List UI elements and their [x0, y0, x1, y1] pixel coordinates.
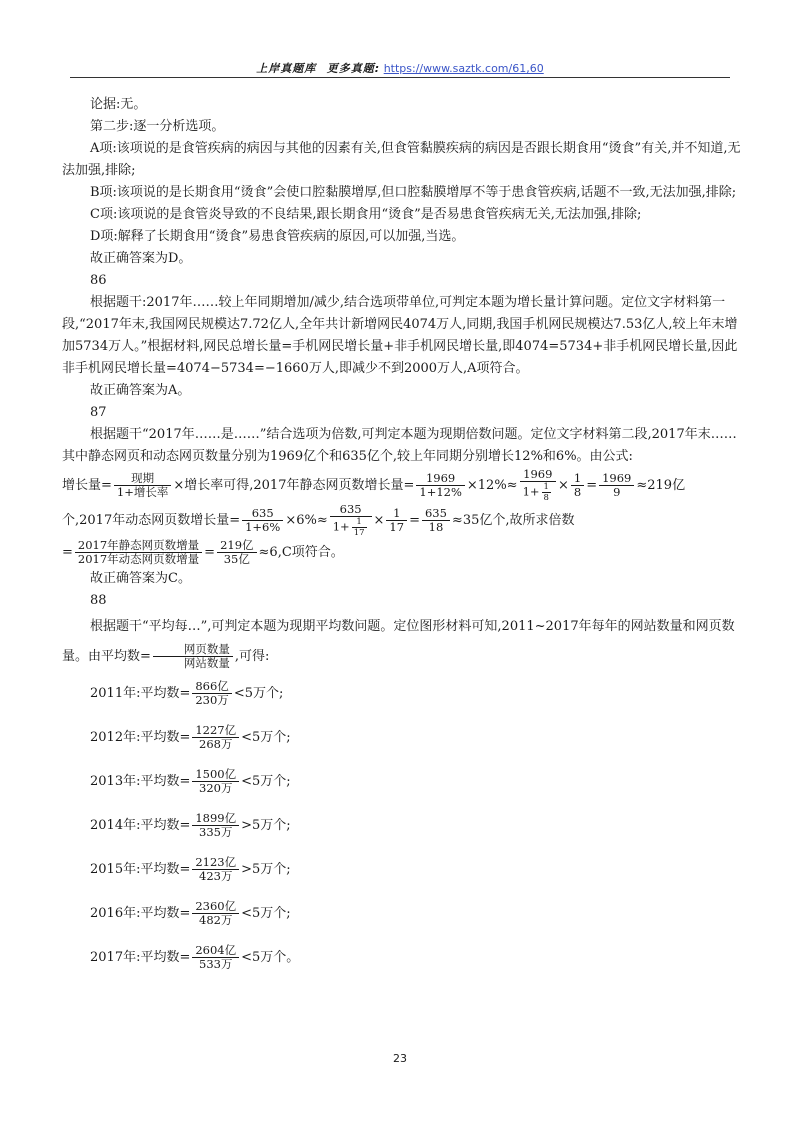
- document-body: [62, 94, 742, 980]
- question-number-88: 88: [90, 593, 107, 608]
- question-number-86: 86: [90, 273, 107, 288]
- avg-row: 2016年:平均数= $\frac{\text{2360亿}}{\text{482万}}$ <5万个;: [90, 899, 291, 927]
- header-rule: [70, 77, 730, 78]
- avg-row: 2013年:平均数= $\frac{\text{1500亿}}{\text{320万}}$ <5万个;: [90, 767, 291, 795]
- q87-explanation: 根据题干“2017年……是……”结合选项为倍数,可判定本题为现期倍数问题。定位文字材料第二段,2017年末……其中静态网页和动态网页数量分别为1969亿个和635亿个,较上年同期分别增长12%和6%。由公式:: [62, 427, 737, 464]
- q87-formula-ratio: = $\frac{\text{2017年静态网页数增量}}{\text{2017年动态网页数增量}}$ = $\frac{\text{219亿}}{\text{35亿}}$ ≈6,C项符合。: [62, 538, 344, 566]
- step-two: 第二步:逐一分析选项。: [90, 119, 225, 134]
- page-number: 23: [393, 1052, 407, 1065]
- page-header: [0, 60, 800, 76]
- average-rows: [62, 672, 742, 980]
- q88-explanation: 根据题干“平均每…”,可判定本题为现期平均数问题。定位图形材料可知,2011~2017年每年的网站数量和网页数量。由平均数= $\frac{\text{网页数量}}{\text{网站数量}}$ ,可得:: [62, 619, 735, 670]
- option-d: D项:解释了长期食用“烫食”易患食管疾病的原因,可以加强,当选。: [90, 229, 465, 244]
- avg-row: 2017年:平均数= $\frac{\text{2604亿}}{\text{533万}}$ <5万个。: [90, 943, 300, 971]
- answer-85: 故正确答案为D。: [90, 251, 192, 266]
- argument-line: 论据:无。: [90, 97, 147, 112]
- answer-86: 故正确答案为A。: [90, 383, 191, 398]
- answer-87: 故正确答案为C。: [90, 571, 191, 586]
- option-a: A项:该项说的是食管疾病的病因与其他的因素有关,但食管黏膜疾病的病因是否跟长期食用“烫食”有关,并不知道,无法加强,排除;: [62, 141, 741, 178]
- brand-name: 上岸真题库: [256, 62, 317, 75]
- avg-row: 2015年:平均数= $\frac{\text{2123亿}}{\text{423万}}$ >5万个;: [90, 855, 291, 883]
- source-link[interactable]: https://www.saztk.com/61,60: [383, 62, 544, 75]
- more-label: 更多真题:: [326, 62, 381, 75]
- avg-row: 2014年:平均数= $\frac{\text{1899亿}}{\text{335万}}$ >5万个;: [90, 811, 291, 839]
- q87-formula-dynamic: 个,2017年动态网页数增长量= $\frac{635}{1+6\%}$ ×6%≈ 635 1+ $\frac{1}{17}$ × $\frac{1}{17}$ = $\frac{635}{18}$ ≈35亿个,故所求倍数: [62, 502, 575, 538]
- avg-row: 2012年:平均数= $\frac{\text{1227亿}}{\text{268万}}$ <5万个;: [90, 723, 291, 751]
- q86-explanation: 根据题干:2017年……较上年同期增加/减少,结合选项带单位,可判定本题为增长量计算问题。定位文字材料第一段,“2017年末,我国网民规模达7.72亿人,全年共计新增网民4074万人,同期,我国手机网民规模达7.53亿人,较上年末增加5734万人。”根据材料,网民总增长量=手机网民增长量+非手机网民增长量,即4074=5734+非手机网民增长量,因此非手机网民增长量=4074−5734=−1660万人,即减少不到2000万人,A项符合。: [62, 295, 738, 376]
- q87-formula-static: 增长量= $\frac{\text{现期}}{\text{1+增长率}}$ ×增长率可得,2017年静态网页数增长量= $\frac{1969}{1+12\%}$ ×12%≈ 1969 1+ $\frac{1}{8}$ × $\frac{1}{8}$ = $\frac{1969}{9}$ ≈219亿: [62, 467, 686, 503]
- question-number-87: 87: [90, 405, 107, 420]
- option-c: C项:该项说的是食管炎导致的不良结果,跟长期食用“烫食”是否易患食管疾病无关,无法加强,排除;: [90, 207, 642, 222]
- option-b: B项:该项说的是长期食用“烫食”会使口腔黏膜增厚,但口腔黏膜增厚不等于患食管疾病,话题不一致,无法加强,排除;: [90, 185, 737, 200]
- avg-row: 2011年:平均数= $\frac{\text{866亿}}{\text{230万}}$ <5万个;: [90, 679, 284, 707]
